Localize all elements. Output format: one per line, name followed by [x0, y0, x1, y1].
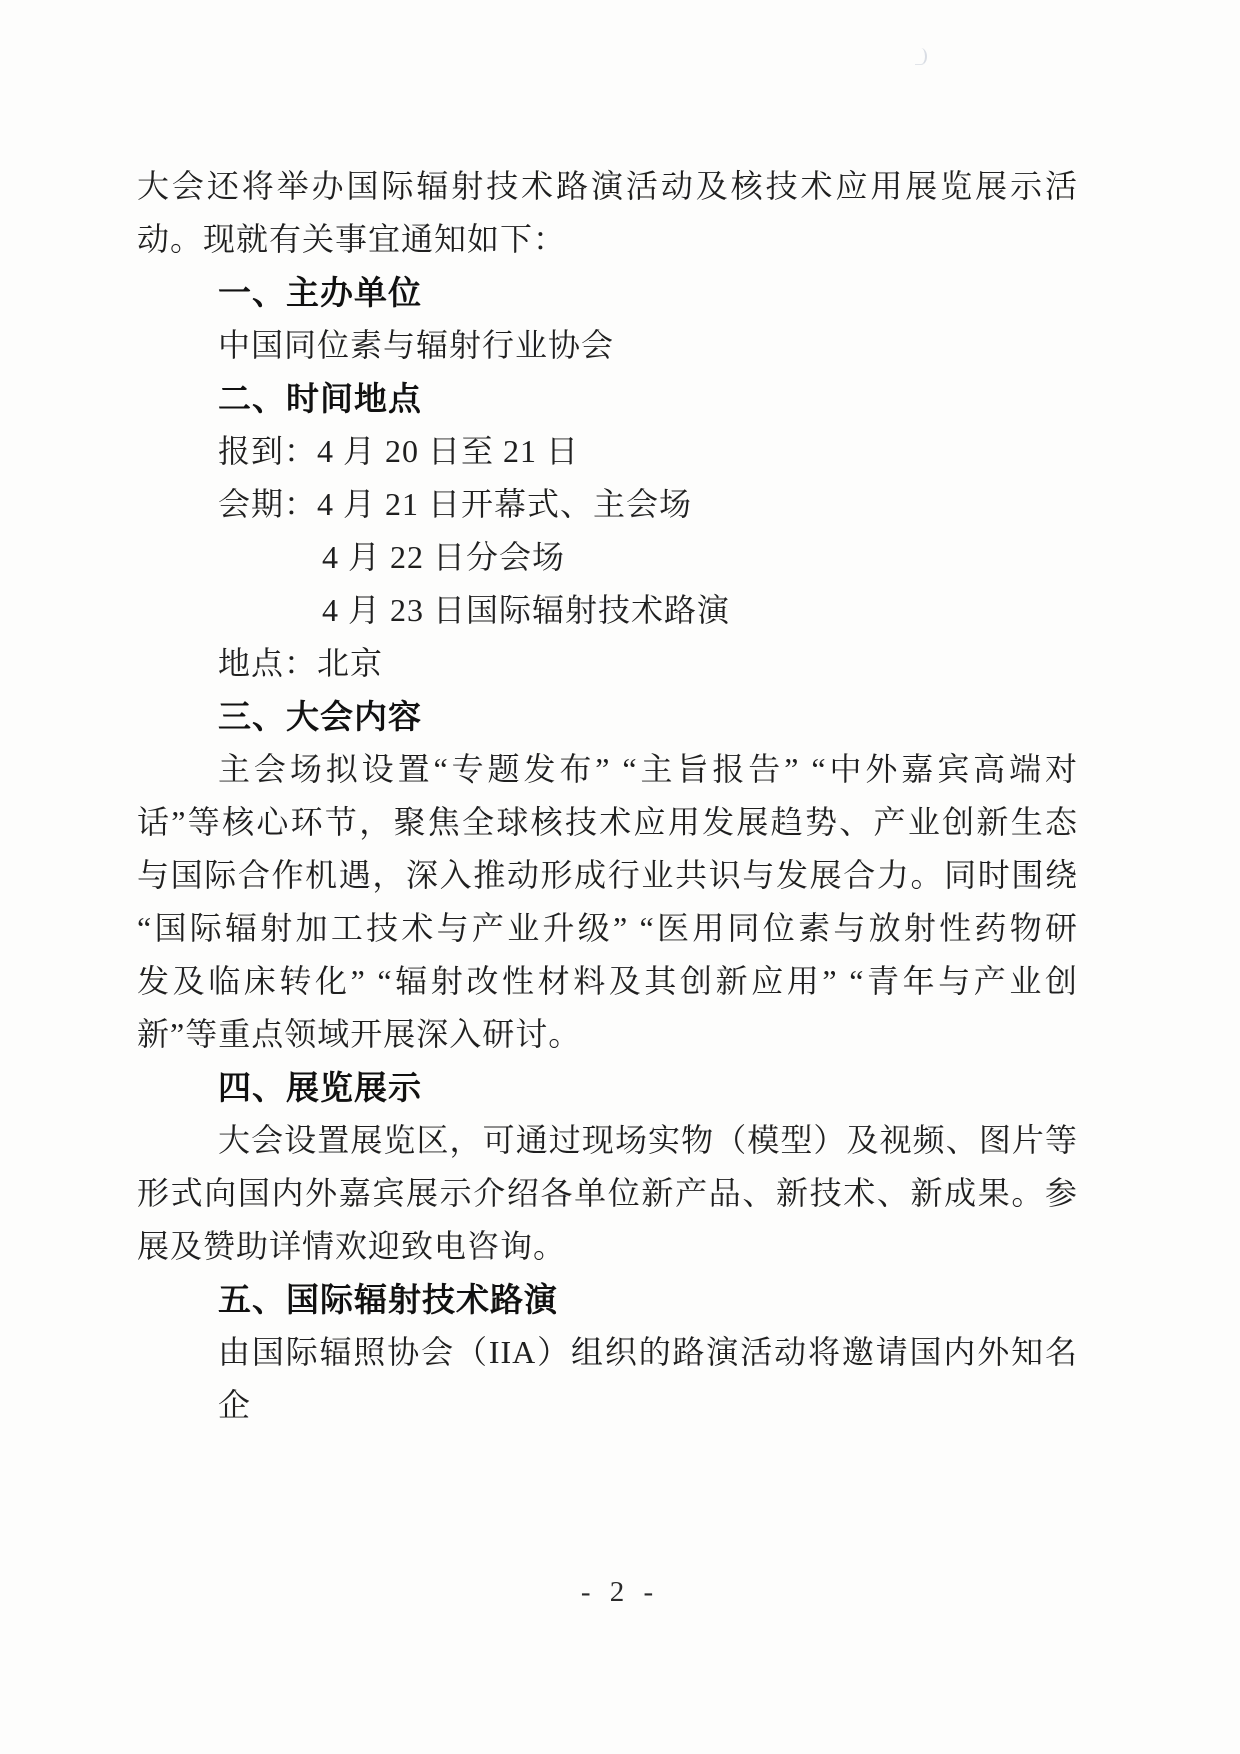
schedule-sub-line: 4 月 23 日国际辐射技术路演 [322, 592, 731, 628]
section-heading-organizer: 一、主办单位 [218, 274, 422, 311]
registration-date-line: 报到：4 月 20 日至 21 日 [218, 433, 580, 469]
section-heading-content: 三、大会内容 [218, 698, 422, 735]
conference-date-line: 会期：4 月 21 日开幕式、主会场 [218, 486, 693, 522]
roadshow-paragraph-line: 由国际辐照协会（IIA）组织的路演活动将邀请国内外知名企 [218, 1334, 1078, 1423]
content-paragraph-line: 新”等重点领域开展深入研讨。 [137, 1016, 582, 1052]
section-heading-time-location: 二、时间地点 [218, 380, 422, 417]
content-paragraph-line: 主会场拟设置“专题发布” “主旨报告” “中外嘉宾高端对 [218, 751, 1078, 787]
section-heading-roadshow: 五、国际辐射技术路演 [218, 1281, 558, 1318]
section-heading-exhibition: 四、展览展示 [218, 1069, 422, 1106]
exhibition-paragraph-line: 形式向国内外嘉宾展示介绍各单位新产品、新技术、新成果。参 [137, 1175, 1078, 1211]
content-paragraph-line: 话”等核心环节，聚焦全球核技术应用发展趋势、产业创新生态 [137, 804, 1078, 840]
content-paragraph-line: 发及临床转化” “辐射改性材料及其创新应用” “青年与产业创 [137, 963, 1078, 999]
document-body [137, 160, 1078, 1423]
scan-artifact [915, 48, 927, 65]
organizer-name: 中国同位素与辐射行业协会 [218, 327, 615, 363]
content-paragraph-line: “国际辐射加工技术与产业升级” “医用同位素与放射性药物研 [137, 910, 1078, 946]
location-line: 地点：北京 [218, 645, 384, 681]
intro-line: 大会还将举办国际辐射技术路演活动及核技术应用展览展示活 [137, 168, 1078, 204]
intro-line: 动。现就有关事宜通知如下： [137, 221, 567, 257]
exhibition-paragraph-line: 展及赞助详情欢迎致电咨询。 [137, 1228, 567, 1264]
content-paragraph-line: 与国际合作机遇，深入推动形成行业共识与发展合力。同时围绕 [137, 857, 1078, 893]
schedule-sub-line: 4 月 22 日分会场 [322, 539, 566, 575]
page-number: - 2 - [580, 1576, 660, 1608]
exhibition-paragraph-line: 大会设置展览区，可通过现场实物（模型）及视频、图片等 [218, 1122, 1078, 1158]
